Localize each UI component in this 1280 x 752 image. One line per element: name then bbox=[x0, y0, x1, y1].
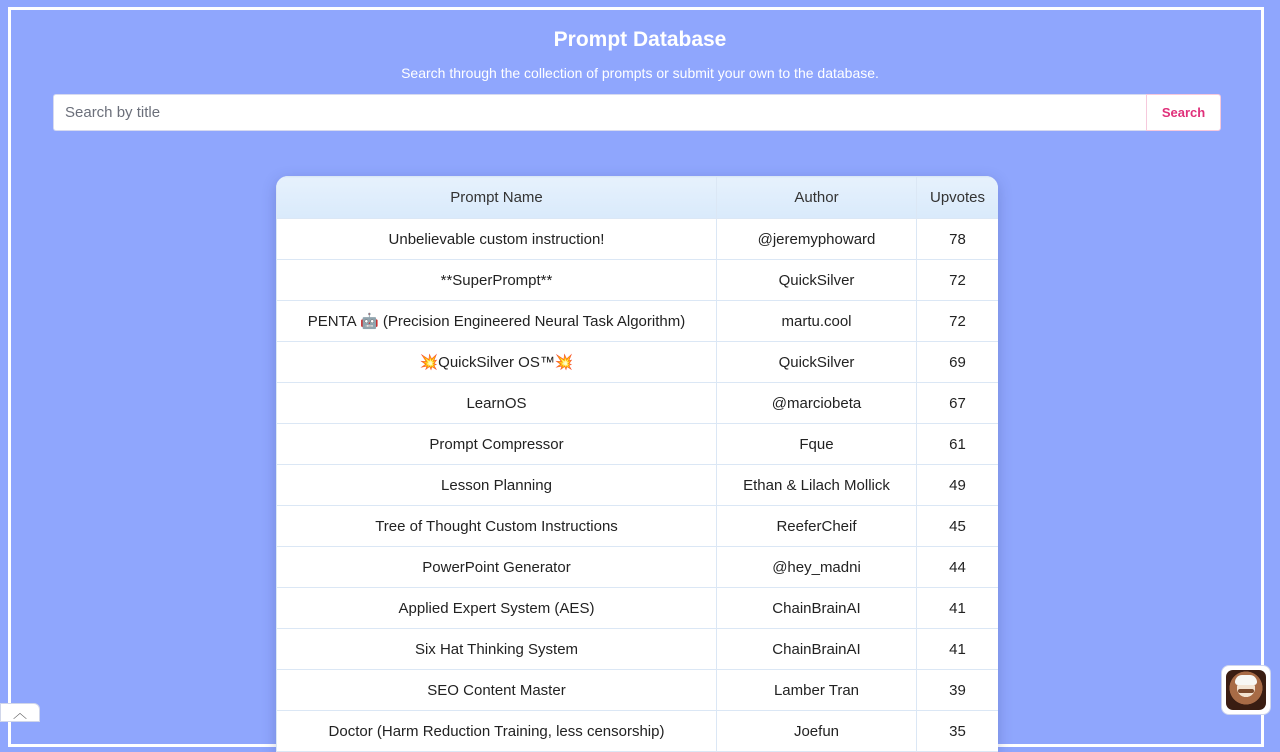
cell-prompt-name[interactable]: Lesson Planning bbox=[277, 465, 717, 506]
cell-upvotes: 72 bbox=[917, 301, 999, 342]
table-row[interactable] bbox=[277, 506, 999, 547]
cell-author: @jeremyphoward bbox=[717, 219, 917, 260]
table-row[interactable] bbox=[277, 260, 999, 301]
table-row[interactable] bbox=[277, 465, 999, 506]
prompt-table-container bbox=[276, 176, 998, 752]
cell-upvotes: 35 bbox=[917, 711, 999, 752]
cell-upvotes: 69 bbox=[917, 342, 999, 383]
cell-author: ReeferCheif bbox=[717, 506, 917, 547]
cell-upvotes: 67 bbox=[917, 383, 999, 424]
column-header-upvotes[interactable]: Upvotes bbox=[917, 177, 999, 219]
cell-upvotes: 78 bbox=[917, 219, 999, 260]
cell-author: Ethan & Lilach Mollick bbox=[717, 465, 917, 506]
cell-prompt-name[interactable]: LearnOS bbox=[277, 383, 717, 424]
cell-prompt-name[interactable]: Unbelievable custom instruction! bbox=[277, 219, 717, 260]
cell-upvotes: 39 bbox=[917, 670, 999, 711]
cell-author: ChainBrainAI bbox=[717, 629, 917, 670]
cell-author: QuickSilver bbox=[717, 342, 917, 383]
table-body bbox=[277, 219, 999, 752]
table-row[interactable] bbox=[277, 383, 999, 424]
table-row[interactable] bbox=[277, 588, 999, 629]
search-input[interactable] bbox=[53, 94, 1146, 131]
cell-prompt-name[interactable]: Six Hat Thinking System bbox=[277, 629, 717, 670]
cell-prompt-name[interactable]: SEO Content Master bbox=[277, 670, 717, 711]
cell-author: Fque bbox=[717, 424, 917, 465]
assistant-avatar-button[interactable] bbox=[1221, 665, 1271, 715]
chevron-up-icon: ︿ bbox=[13, 704, 27, 721]
cell-upvotes: 41 bbox=[917, 588, 999, 629]
cell-author: @marciobeta bbox=[717, 383, 917, 424]
search-bar bbox=[53, 94, 1221, 131]
cell-author: @hey_madni bbox=[717, 547, 917, 588]
column-header-prompt-name[interactable]: Prompt Name bbox=[277, 177, 717, 219]
cell-prompt-name[interactable]: Prompt Compressor bbox=[277, 424, 717, 465]
cell-upvotes: 72 bbox=[917, 260, 999, 301]
cell-prompt-name[interactable]: PENTA 🤖 (Precision Engineered Neural Task Algorithm) bbox=[277, 301, 717, 342]
cell-prompt-name[interactable]: Tree of Thought Custom Instructions bbox=[277, 506, 717, 547]
table-row[interactable] bbox=[277, 424, 999, 465]
cell-prompt-name[interactable]: 💥QuickSilver OS™💥 bbox=[277, 342, 717, 383]
page-subtitle: Search through the collection of prompts or submit your own to the database. bbox=[401, 65, 879, 81]
table-header-row bbox=[277, 177, 999, 219]
cell-upvotes: 45 bbox=[917, 506, 999, 547]
cell-prompt-name[interactable]: **SuperPrompt** bbox=[277, 260, 717, 301]
cell-prompt-name[interactable]: PowerPoint Generator bbox=[277, 547, 717, 588]
column-header-author[interactable]: Author bbox=[717, 177, 917, 219]
cell-upvotes: 44 bbox=[917, 547, 999, 588]
table-row[interactable] bbox=[277, 547, 999, 588]
scroll-top-button[interactable] bbox=[0, 703, 40, 722]
assistant-avatar-icon bbox=[1226, 670, 1266, 710]
cell-prompt-name[interactable]: Applied Expert System (AES) bbox=[277, 588, 717, 629]
cell-upvotes: 49 bbox=[917, 465, 999, 506]
cell-author: Joefun bbox=[717, 711, 917, 752]
table-row[interactable] bbox=[277, 342, 999, 383]
cell-upvotes: 61 bbox=[917, 424, 999, 465]
page-title: Prompt Database bbox=[553, 28, 727, 51]
cell-prompt-name[interactable]: Doctor (Harm Reduction Training, less censorship) bbox=[277, 711, 717, 752]
cell-author: Lamber Tran bbox=[717, 670, 917, 711]
cell-upvotes: 41 bbox=[917, 629, 999, 670]
cell-author: martu.cool bbox=[717, 301, 917, 342]
table-row[interactable] bbox=[277, 629, 999, 670]
table-row[interactable] bbox=[277, 670, 999, 711]
table-row[interactable] bbox=[277, 219, 999, 260]
cell-author: QuickSilver bbox=[717, 260, 917, 301]
search-button[interactable]: Search bbox=[1146, 94, 1221, 131]
cell-author: ChainBrainAI bbox=[717, 588, 917, 629]
prompt-table bbox=[276, 176, 998, 752]
table-row[interactable] bbox=[277, 711, 999, 752]
table-row[interactable] bbox=[277, 301, 999, 342]
